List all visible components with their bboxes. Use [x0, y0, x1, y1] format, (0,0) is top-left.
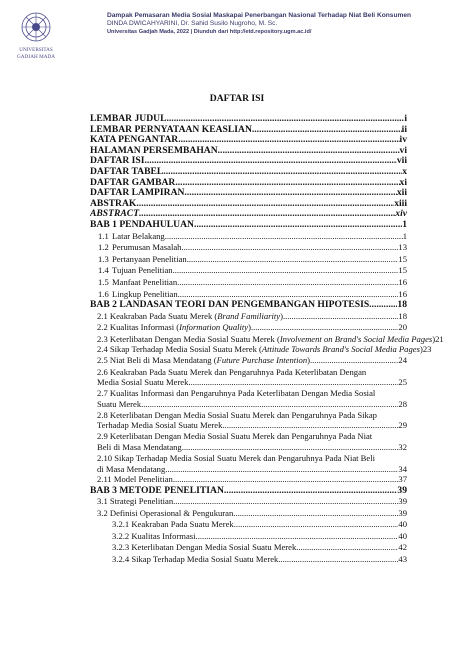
- toc-item-3-3[interactable]: 3.2.1 Keakraban Pada Suatu Merek ..... 40: [90, 519, 407, 530]
- toc-item-2-6[interactable]: 2.6 Keakraban Pada Suatu Merek dan Pengaruhnya Pada Keterlibatan Dengan Media Sosial Suatu Merek ..... 25: [90, 367, 407, 389]
- toc-item-2-4[interactable]: 2.4 Sikap Terhadap Media Sosial Suatu Merek ( Attitude Towards Brand's Social Media Pages ) 23: [97, 344, 432, 355]
- toc-front-matter-item[interactable]: DAFTAR TABEL ..... x: [90, 167, 407, 178]
- toc-item-2-8[interactable]: 2.8 Keterlibatan Dengan Media Sosial Suatu Merek dan Pengaruhnya Pada Sikap Terhadap Media Sosial Suatu Merek ..... 29: [90, 410, 407, 432]
- toc-front-matter-item[interactable]: DAFTAR LAMPIRAN ..... xii: [90, 188, 407, 199]
- toc-item-3-1[interactable]: 3.1 Strategi Penelitian ..... 39: [90, 496, 407, 507]
- toc-item-1-2[interactable]: 1.2 Perumusan Masalah ..... 13: [90, 242, 407, 254]
- header-source: Universitas Gadjah Mada, 2022 | Diunduh dari http://etd.repository.ugm.ac.id/: [107, 29, 312, 35]
- toc-chapter-3[interactable]: BAB 3 METODE PENELITIAN ..... 39: [90, 486, 407, 497]
- svg-text:GADJAH MADA: GADJAH MADA: [17, 54, 55, 60]
- toc-item-1-1[interactable]: 1.1 Latar Belakang ..... 1: [90, 231, 407, 243]
- toc-item-3-2[interactable]: 3.2 Definisi Operasional & Pengukuran ..... 39: [90, 508, 407, 519]
- toc-item-2-11[interactable]: 2.11 Model Penelitian ..... 37: [90, 474, 407, 485]
- toc-item-2-5[interactable]: 2.5 Niat Beli di Masa Mendatang (Future Purchase Intention) ..... 24: [90, 355, 407, 366]
- toc-item-2-1[interactable]: 2.1 Keakraban Pada Suatu Merek (Brand Familiarity) ..... 18: [90, 311, 407, 322]
- toc-item-3-6[interactable]: 3.2.4 Sikap Terhadap Media Sosial Suatu Merek ..... 43: [90, 554, 407, 565]
- toc-front-matter-item[interactable]: ABSTRACT ..... xiv: [90, 209, 407, 220]
- toc-item-1-3[interactable]: 1.3 Pertanyaan Penelitian ..... 15: [90, 254, 407, 266]
- toc-front-matter-item[interactable]: LEMBAR JUDUL ..... i: [90, 114, 407, 125]
- toc-chapter-1[interactable]: BAB 1 PENDAHULUAN ..... 1: [90, 220, 407, 231]
- toc-chapter-2[interactable]: BAB 2 LANDASAN TEORI DAN PENGEMBANGAN HIPOTESIS ..... 18: [90, 300, 407, 311]
- document-header: [0, 0, 474, 66]
- toc-front-matter-item[interactable]: ABSTRAK ..... xiii: [90, 199, 407, 210]
- toc-front-matter-item[interactable]: KATA PENGANTAR ..... iv: [90, 135, 407, 146]
- toc-item-2-3[interactable]: 2.3 Keterlibatan Dengan Media Sosial Suatu Merek ( Involvement on Brand's Social Media Pages ) 21: [97, 333, 444, 344]
- toc-front-matter-item[interactable]: HALAMAN PERSEMBAHAN ..... vi: [90, 146, 407, 157]
- toc-item-3-4[interactable]: 3.2.2 Kualitas Informasi ..... 40: [90, 531, 407, 542]
- toc-item-3-5[interactable]: 3.2.3 Keterlibatan Dengan Media Sosial Suatu Merek ..... 42: [90, 542, 407, 553]
- toc-item-1-6[interactable]: 1.6 Lingkup Penelitian ..... 16: [90, 289, 407, 301]
- header-document-title: Dampak Pemasaran Media Sosial Maskapai Penerbangan Nasional Terhadap Niat Beli Konsumen: [107, 12, 412, 19]
- toc-front-matter-item[interactable]: DAFTAR GAMBAR ..... xi: [90, 178, 407, 189]
- toc-item-2-7[interactable]: 2.7 Kualitas Informasi dan Pengaruhnya Pada Keterlibatan Dengan Media Sosial Suatu Merek ..... 28: [90, 388, 407, 410]
- header-authors: DINDA DWICAHYARINI, Dr. Sahid Susilo Nugroho, M. Sc.: [107, 20, 278, 27]
- university-seal-icon: [8, 9, 64, 61]
- table-of-contents: [90, 114, 444, 565]
- toc-item-2-10[interactable]: 2.10 Sikap Terhadap Media Sosial Suatu Merek dan Pengaruhnya Pada Niat Beli di Masa Mendatang ..... 34: [90, 453, 407, 475]
- toc-item-2-9[interactable]: 2.9 Keterlibatan Dengan Media Sosial Suatu Merek dan Pengaruhnya Pada Niat Beli di Masa Mendatang ..... 32: [90, 431, 407, 453]
- toc-item-1-4[interactable]: 1.4 Tujuan Penelitian ..... 15: [90, 265, 407, 277]
- toc-item-1-5[interactable]: 1.5 Manfaat Penelitian ..... 16: [90, 277, 407, 289]
- page-title: DAFTAR ISI: [209, 93, 265, 104]
- svg-text:UNIVERSITAS: UNIVERSITAS: [19, 47, 53, 53]
- toc-item-2-2[interactable]: 2.2 Kualitas Informasi (Information Quality) ..... 20: [90, 322, 407, 333]
- toc-front-matter-item[interactable]: DAFTAR ISI ..... vii: [90, 156, 407, 167]
- toc-front-matter-item[interactable]: LEMBAR PERNYATAAN KEASLIAN ..... ii: [90, 125, 407, 136]
